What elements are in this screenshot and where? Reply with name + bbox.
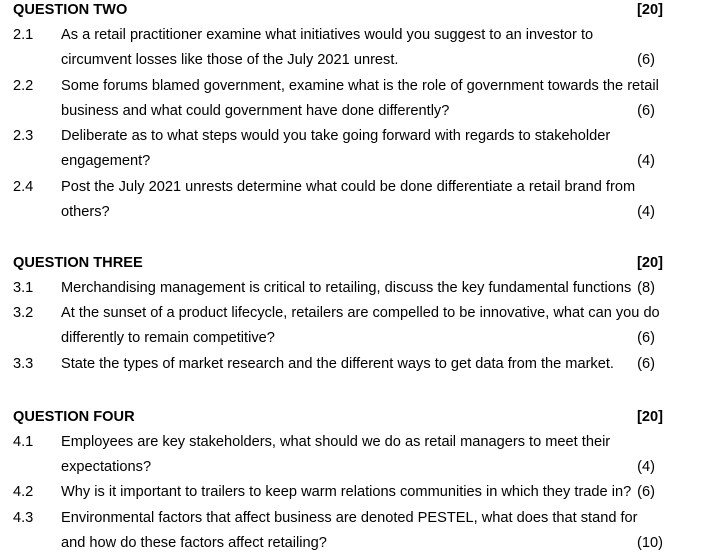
question-marks: (10) (637, 535, 663, 551)
question-number: 4.3 (13, 510, 34, 526)
question-text-line: differently to remain competitive? (61, 330, 275, 346)
question-number: 2.1 (13, 27, 34, 43)
question-text-line: business and what could government have done differently? (61, 103, 450, 119)
question-text-line: Some forums blamed government, examine what is the role of government towards the retail (61, 78, 659, 94)
question-number: 3.3 (13, 356, 34, 372)
question-number: 4.1 (13, 434, 34, 450)
question-text-line: Merchandising management is critical to retailing, discuss the key fundamental functions (61, 280, 632, 296)
question-marks: (6) (637, 330, 655, 346)
question-text-line: Employees are key stakeholders, what should we do as retail managers to meet their (61, 434, 611, 450)
question-marks: (4) (637, 459, 655, 475)
question-number: 4.2 (13, 484, 34, 500)
section-heading: QUESTION TWO (13, 2, 128, 18)
question-text-line: engagement? (61, 153, 151, 169)
section-heading: QUESTION FOUR (13, 409, 135, 425)
question-marks: (6) (637, 356, 655, 372)
question-marks: (6) (637, 52, 655, 68)
section-total: [20] (637, 255, 663, 271)
question-text-line: Post the July 2021 unrests determine what could be done differentiate a retail brand from (61, 179, 636, 195)
section-heading: QUESTION THREE (13, 255, 143, 271)
question-text-line: Why is it important to trailers to keep warm relations communities in which they trade in? (61, 484, 632, 500)
question-number: 2.4 (13, 179, 34, 195)
question-text-line: Environmental factors that affect business are denoted PESTEL, what does that stand for (61, 510, 638, 526)
question-number: 3.1 (13, 280, 34, 296)
question-text-line: Deliberate as to what steps would you take going forward with regards to stakeholder (61, 128, 611, 144)
question-text-line: At the sunset of a product lifecycle, retailers are compelled to be innovative, what can you do (61, 305, 660, 321)
question-text-line: expectations? (61, 459, 152, 475)
question-marks: (4) (637, 153, 655, 169)
question-marks: (4) (637, 204, 655, 220)
question-marks: (6) (637, 484, 655, 500)
section-total: [20] (637, 2, 663, 18)
question-text-line: circumvent losses like those of the July 2021 unrest. (61, 52, 399, 68)
question-number: 2.2 (13, 78, 34, 94)
question-text-line: State the types of market research and the different ways to get data from the market. (61, 356, 614, 372)
question-number: 2.3 (13, 128, 34, 144)
question-number: 3.2 (13, 305, 34, 321)
question-marks: (6) (637, 103, 655, 119)
question-text-line: As a retail practitioner examine what initiatives would you suggest to an investor to (61, 27, 594, 43)
question-marks: (8) (637, 280, 655, 296)
question-text-line: others? (61, 204, 110, 220)
section-total: [20] (637, 409, 663, 425)
question-text-line: and how do these factors affect retailing? (61, 535, 327, 551)
